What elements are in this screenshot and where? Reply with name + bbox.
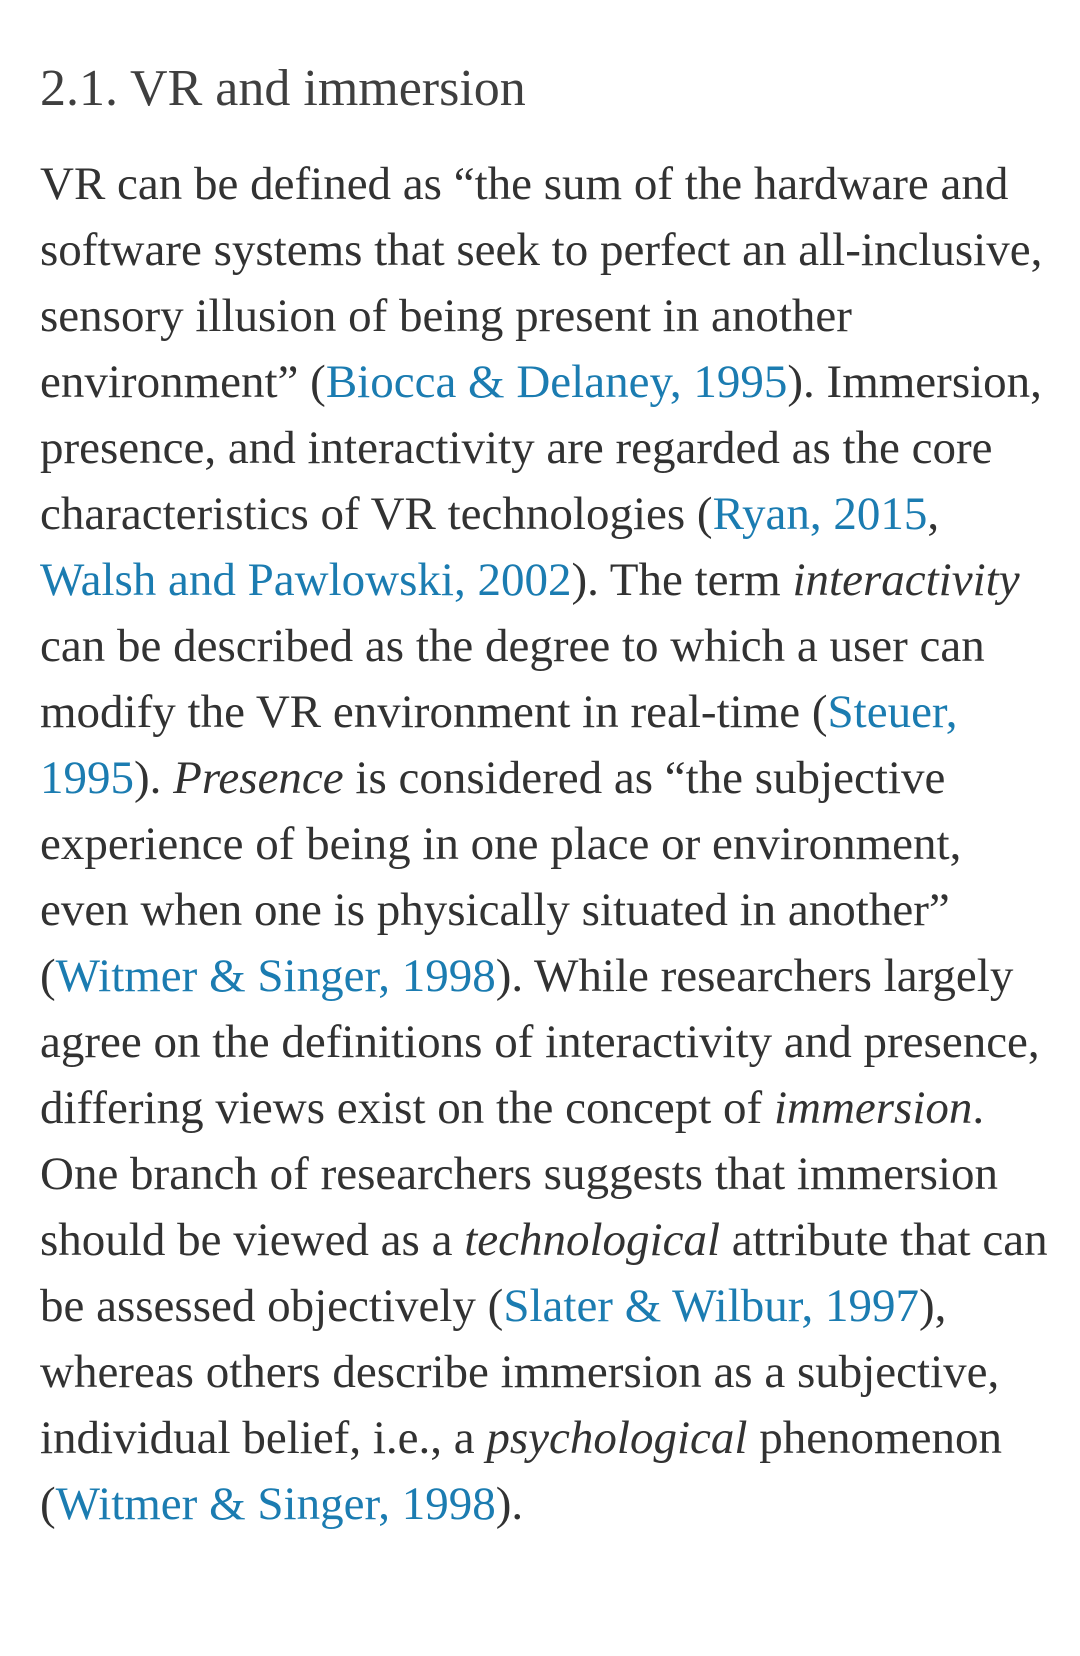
section-paragraph <box>40 151 1048 1537</box>
citation-link[interactable]: Slater & Wilbur, 1997 <box>503 1280 920 1332</box>
emphasis-text: Presence <box>173 752 344 804</box>
emphasis-text: interactivity <box>792 554 1020 606</box>
paragraph-text: ), whereas others describe immersion as a subjective, individual belief, i.e., a <box>40 1280 1000 1464</box>
citation-link[interactable]: Ryan, 2015 <box>712 488 928 540</box>
paragraph-text: VR can be defined as “the sum of the hardware and software systems that seek to perfect an all-inclusive, sensory illusion of being present in another environment” ( <box>40 158 1043 408</box>
paragraph-text: is considered as “the subjective experience of being in one place or environment, even when one is physically situated in another” ( <box>40 752 962 1002</box>
emphasis-text: psychological <box>486 1412 748 1464</box>
citation-link[interactable]: Biocca & Delaney, 1995 <box>325 356 788 408</box>
paragraph-text: ). The term <box>571 554 793 606</box>
citation-link[interactable]: Steuer, 1995 <box>40 686 958 804</box>
emphasis-text: technological <box>464 1214 721 1266</box>
citation-link[interactable]: Witmer & Singer, 1998 <box>55 1478 496 1530</box>
paragraph-text: , <box>927 488 940 540</box>
paragraph-text: ). <box>495 1478 524 1530</box>
emphasis-text: immersion <box>773 1082 973 1134</box>
paragraph-text: attribute that can be assessed objectively ( <box>40 1214 1048 1332</box>
citation-link[interactable]: Witmer & Singer, 1998 <box>55 950 496 1002</box>
paragraph-text: . One branch of researchers suggests that immersion should be viewed as a <box>40 1082 998 1266</box>
paragraph-text: phenomenon ( <box>40 1412 1002 1530</box>
section-heading: 2.1. VR and immersion <box>40 60 526 117</box>
paragraph-text: ). While researchers largely agree on the definitions of interactivity and presence, differing views exist on the concept of <box>40 950 1040 1134</box>
paragraph-text: ). <box>134 752 174 804</box>
citation-link[interactable]: Walsh and Pawlowski, 2002 <box>40 554 572 606</box>
paragraph-text: ). Immersion, presence, and interactivity are regarded as the core characteristics of VR technologies ( <box>40 356 1042 540</box>
paragraph-text: can be described as the degree to which a user can modify the VR environment in real-time ( <box>40 620 985 738</box>
